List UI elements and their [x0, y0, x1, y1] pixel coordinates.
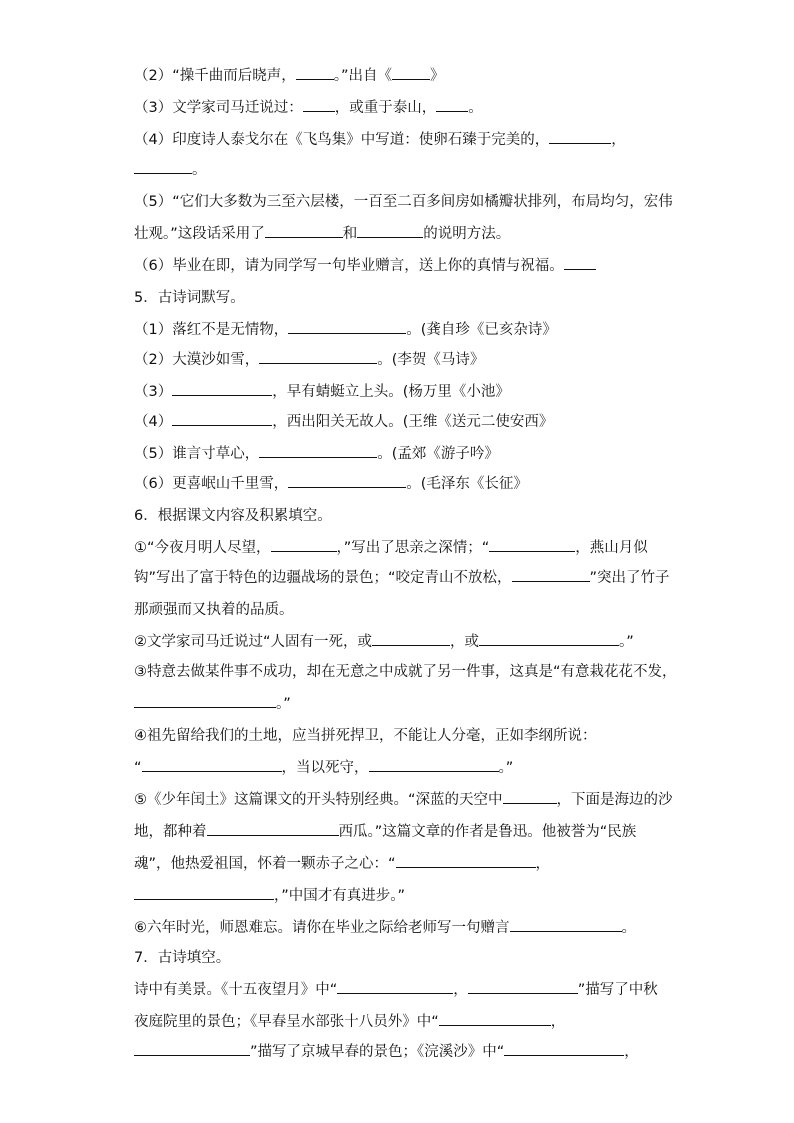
text-line [134, 380, 674, 404]
answer-blank[interactable] [142, 756, 282, 772]
line-text: 》 [430, 68, 445, 84]
line-text: 。 [468, 100, 483, 116]
answer-blank[interactable] [337, 978, 453, 994]
text-line [134, 946, 674, 970]
answer-blank[interactable] [303, 96, 335, 112]
text-line [134, 318, 674, 342]
answer-blank[interactable] [479, 630, 619, 646]
text-line [134, 190, 674, 214]
line-text: ，西出阳关无故人。(王维《送元二使安西》 [272, 414, 554, 430]
line-text: 夜庭院里的景色；《早春呈水部张十八员外》中“ [134, 1014, 439, 1030]
answer-blank[interactable] [259, 348, 377, 364]
line-text: 那顽强而又执着的品质。 [134, 602, 294, 618]
line-text: 。”出自《 [333, 68, 393, 84]
line-text: 钩”写出了富于特色的边疆战场的景色；“咬定青山不放松， [134, 570, 512, 586]
text-line [134, 756, 674, 780]
text-line [134, 692, 674, 716]
text-line [134, 410, 674, 434]
line-text: ”描写了中秋 [577, 982, 658, 998]
text-line [134, 820, 674, 844]
line-text: 。(李贺《马诗》 [377, 352, 485, 368]
text-line [134, 724, 674, 748]
text-line [134, 472, 674, 496]
line-text: ，”写出了思亲之深情；“ [336, 540, 490, 556]
line-text: ⑤《少年闰土》这篇课文的开头特别经典。“深蓝的天空中 [134, 792, 503, 808]
line-text: 的说明方法。 [423, 226, 511, 242]
text-line [134, 916, 674, 940]
line-text: ， [535, 856, 551, 872]
line-text: ，或重于泰山， [334, 100, 437, 116]
answer-blank[interactable] [288, 472, 406, 488]
answer-blank[interactable] [172, 410, 272, 426]
text-line [134, 286, 674, 310]
text-line [134, 1040, 674, 1064]
text-line [134, 96, 674, 120]
line-text: 地，都种着 [134, 824, 207, 840]
line-text: 5．古诗词默写。 [134, 290, 245, 306]
answer-blank[interactable] [489, 536, 575, 552]
answer-blank[interactable] [549, 128, 611, 144]
line-text: （5）“它们大多数为三至六层楼，一百至二百多间房如橘瓣状排列，布局均匀，宏伟 [134, 194, 673, 210]
line-text: ， [611, 132, 626, 148]
line-text: 7．古诗填空。 [134, 950, 231, 966]
line-text: ，早有蜻蜓立上头。(杨万里《小池》 [272, 384, 510, 400]
line-text: 和 [342, 226, 358, 242]
line-text: ，下面是海边的沙 [556, 792, 673, 808]
line-text: ， [550, 1014, 566, 1030]
line-text: ， [453, 982, 468, 998]
answer-blank[interactable] [134, 884, 274, 900]
answer-blank[interactable] [296, 64, 334, 80]
answer-blank[interactable] [372, 630, 450, 646]
line-text: （1）落红不是无情物， [134, 322, 289, 338]
line-text: （2）大漠沙如雪， [134, 352, 260, 368]
line-text: （2）“操千曲而后晓声， [134, 68, 296, 84]
line-text: ”突出了竹子 [589, 570, 670, 586]
line-text: 魂”，他热爱祖国，怀着一颗赤子之心：“ [134, 856, 396, 872]
line-text: ， [624, 1044, 639, 1060]
answer-blank[interactable] [271, 536, 337, 552]
text-line [134, 884, 674, 908]
text-line [134, 504, 674, 528]
text-line [134, 536, 674, 560]
line-text: （3）文学家司马迁说过： [134, 100, 303, 116]
line-text: 。(毛泽东《长征》 [406, 476, 528, 492]
answer-blank[interactable] [259, 442, 377, 458]
answer-blank[interactable] [503, 788, 557, 804]
line-text: 6．根据课文内容及积累填空。 [134, 508, 332, 524]
answer-blank[interactable] [172, 380, 272, 396]
line-text: ②文学家司马迁说过“人固有一死，或 [134, 634, 373, 650]
answer-blank[interactable] [288, 318, 406, 334]
answer-blank[interactable] [357, 222, 423, 238]
line-text: 。” [498, 760, 514, 776]
line-text: ”描写了京城早春的景色；《浣溪沙》中“ [250, 1044, 505, 1060]
answer-blank[interactable] [504, 1040, 624, 1056]
answer-blank[interactable] [439, 1010, 551, 1026]
line-text: 诗中有美景。《十五夜望月》中“ [134, 982, 338, 998]
line-text: ①“今夜月明人尽望， [134, 540, 271, 556]
line-text: 。 [192, 162, 207, 178]
line-text: ⑥六年时光，师恩难忘。请你在毕业之际给老师写一句赠言 [134, 920, 510, 936]
line-text: 。” [619, 634, 634, 650]
line-text: ，或 [450, 634, 480, 650]
line-text: （6）毕业在即，请为同学写一句毕业赠言，送上你的真情与祝福。 [134, 258, 564, 274]
line-text: ④祖先留给我们的土地，应当拼死捍卫，不能让人分毫，正如李纲所说： [134, 728, 597, 744]
answer-blank[interactable] [396, 852, 536, 868]
line-text: ③特意去做某件事不成功，却在无意之中成就了另一件事，这真是“有意栽花花不发， [134, 664, 677, 680]
text-line [134, 1010, 674, 1034]
line-text: 。 [621, 920, 636, 936]
text-line [134, 660, 677, 684]
answer-blank[interactable] [468, 978, 578, 994]
answer-blank[interactable] [265, 222, 343, 238]
text-line [134, 598, 674, 622]
line-text: 。” [276, 696, 291, 712]
line-text: ，当以死守， [281, 760, 369, 776]
line-text: （4）印度诗人泰戈尔在《飞鸟集》中写道：使卵石臻于完美的， [134, 132, 550, 148]
answer-blank[interactable] [207, 820, 339, 836]
text-line [134, 254, 674, 278]
line-text: ，”中国才有真进步。” [274, 888, 406, 904]
answer-blank[interactable] [564, 254, 596, 270]
text-line [134, 852, 674, 876]
line-text: （3） [134, 384, 173, 400]
text-line [134, 158, 674, 182]
text-line [134, 788, 674, 812]
line-text: ，燕山月似 [575, 540, 648, 556]
line-text: 。(孟郊《游子吟》 [377, 446, 499, 462]
line-text: 西瓜。”这篇文章的作者是鲁迅。他被誉为“民族 [338, 824, 637, 840]
answer-blank[interactable] [436, 96, 468, 112]
line-text: （5）谁言寸草心， [134, 446, 260, 462]
answer-blank[interactable] [369, 756, 499, 772]
text-line [134, 630, 674, 654]
answer-blank[interactable] [510, 916, 622, 932]
line-text: 。(龚自珍《已亥杂诗》 [406, 322, 557, 338]
line-text: （6）更喜岷山千里雪， [134, 476, 289, 492]
answer-blank[interactable] [134, 158, 192, 174]
text-line [134, 978, 674, 1002]
text-line [134, 566, 674, 590]
line-text: （4） [134, 414, 173, 430]
text-line [134, 128, 674, 152]
text-line [134, 64, 674, 88]
text-line [134, 442, 674, 466]
line-text: “ [134, 760, 142, 776]
text-line [134, 348, 674, 372]
answer-blank[interactable] [512, 566, 590, 582]
answer-blank[interactable] [134, 692, 276, 708]
answer-blank[interactable] [134, 1040, 250, 1056]
line-text: 壮观。”这段话采用了 [134, 226, 265, 242]
answer-blank[interactable] [392, 64, 430, 80]
text-line [134, 222, 674, 246]
